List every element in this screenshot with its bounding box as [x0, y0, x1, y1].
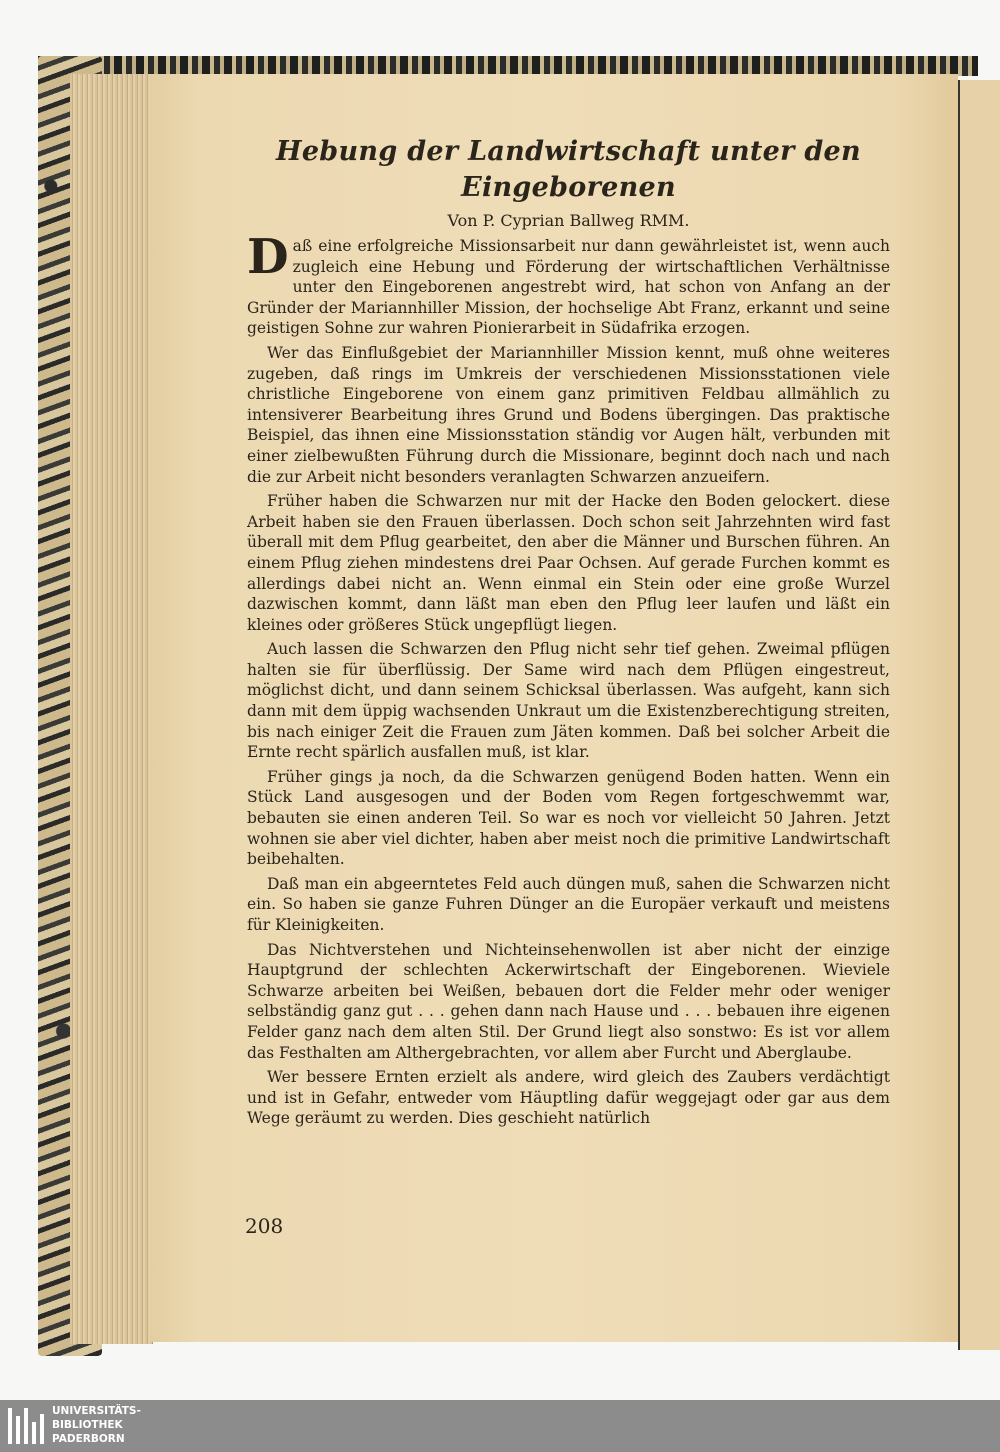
page-number: 208: [245, 1214, 284, 1238]
article-title: Hebung der Landwirtschaft unter den Eingeborenen: [276, 136, 861, 203]
paragraph: Früher gings ja noch, da die Schwarzen genügend Boden hatten. Wenn ein Stück Land ausgesogen und der Boden vom Regen fortgeschwemmt war, bebauten sie einen anderen Teil. So war es noch vor vielleicht 50 Jahren. Jetzt wohnen sie aber viel dichter, haben aber meist noch die primitive Landwirtschaft beibehalten.: [247, 767, 890, 869]
book-page: [150, 74, 958, 1342]
facing-page-edge: [958, 80, 1000, 1350]
article-author: Von P. Cyprian Ballweg RMM.: [447, 211, 690, 230]
paragraph: Wer das Einflußgebiet der Mariannhiller Mission kennt, muß ohne weiteres zugeben, daß rings im Umkreis der verschiedenen Missionsstationen viele christliche Eingeborene von einem ganz primitiven Feldbau allmählich zu intensiverer Bearbeitung ihres Grund und Bodens übergingen. Das praktische Beispiel, das ihnen eine Missionsstation ständig vor Augen hält, verbunden mit einer zielbewußten Führung durch die Missionare, beginnt doch nach und nach die zur Arbeit nicht besonders veranlagten Schwarzen anzueifern.: [247, 343, 890, 486]
paragraph: Daß man ein abgeerntetes Feld auch düngen muß, sahen die Schwarzen nicht ein. So haben sie ganze Fuhren Dünger an die Europäer verkauft und meistens für Kleinigkeiten.: [247, 874, 890, 934]
paragraph: Wer bessere Ernten erzielt als andere, wird gleich des Zaubers verdächtigt und ist in Gefahr, entweder vom Häuptling dafür weggejagt oder gar aus dem Wege geräumt zu werden. Dies geschieht natürlich: [247, 1068, 890, 1128]
library-name: UNIVERSITÄTS- BIBLIOTHEK PADERBORN: [52, 1405, 141, 1445]
paragraph: Früher haben die Schwarzen nur mit der Hacke den Boden gelockert. diese Arbeit haben sie den Frauen überlassen. Doch schon seit Jahrzehnten wird fast überall mit dem Pflug gearbeitet, den aber die Männer und Burschen führen. An einem Pflug ziehen mindestens drei Paar Ochsen. Auf gerade Furchen kommt es allerdings dabei nicht an. Wenn einmal ein Stein oder eine große Wurzel dazwischen kommt, dann läßt man eben den Pflug leer laufen und läßt ein kleines oder größeres Stück ungepflügt liegen.: [247, 492, 890, 634]
article-body: [247, 229, 890, 1129]
page-content: [247, 134, 890, 1133]
book-top-edge: [38, 56, 978, 76]
page-edges: [70, 74, 153, 1344]
paragraph: Daß eine erfolgreiche Missionsarbeit nur dann gewährleistet ist, wenn auch zugleich eine Hebung und Förderung der wirtschaftlichen Verhältnisse unter den Eingeborenen angestrebt wird, hat schon von Anfang an der Gründer der Mariannhiller Mission, der hochselige Abt Franz, erkannt und seine geistigen Sohne zur wahren Pionierarbeit in Südafrika erzogen.: [247, 229, 890, 338]
paragraph: Das Nichtverstehen und Nichteinsehenwollen ist aber nicht der einzige Hauptgrund der schlechten Ackerwirtschaft der Eingeborenen. Wieviele Schwarze arbeiten bei Weißen, bebauen dort die Felder mehr oder weniger selbständig ganz gut . . . gehen dann nach Hause und . . . bebauen ihre eigenen Felder ganz nach dem alten Stil. Der Grund liegt also sonstwo: Es ist vor allem das Festhalten am Althergebrachten, vor allem aber Furcht und Aberglaube.: [247, 940, 890, 1062]
library-logo-icon: [8, 1408, 44, 1444]
library-footer: [0, 1400, 1000, 1452]
drop-cap: D: [247, 229, 289, 285]
paragraph: Auch lassen die Schwarzen den Pflug nicht sehr tief gehen. Zweimal pflügen halten sie für überflüssig. Der Same wird nach dem Pflügen eingestreut, möglichst dicht, und dann seinem Schicksal überlassen. Was aufgeht, kann sich dann mit dem üppig wachsenden Unkraut um die Existenzberechtigung streiten, bis nach einiger Zeit die Frauen zum Jäten kommen. Daß bei solcher Arbeit die Ernte recht spärlich ausfallen muß, ist klar.: [247, 640, 890, 762]
